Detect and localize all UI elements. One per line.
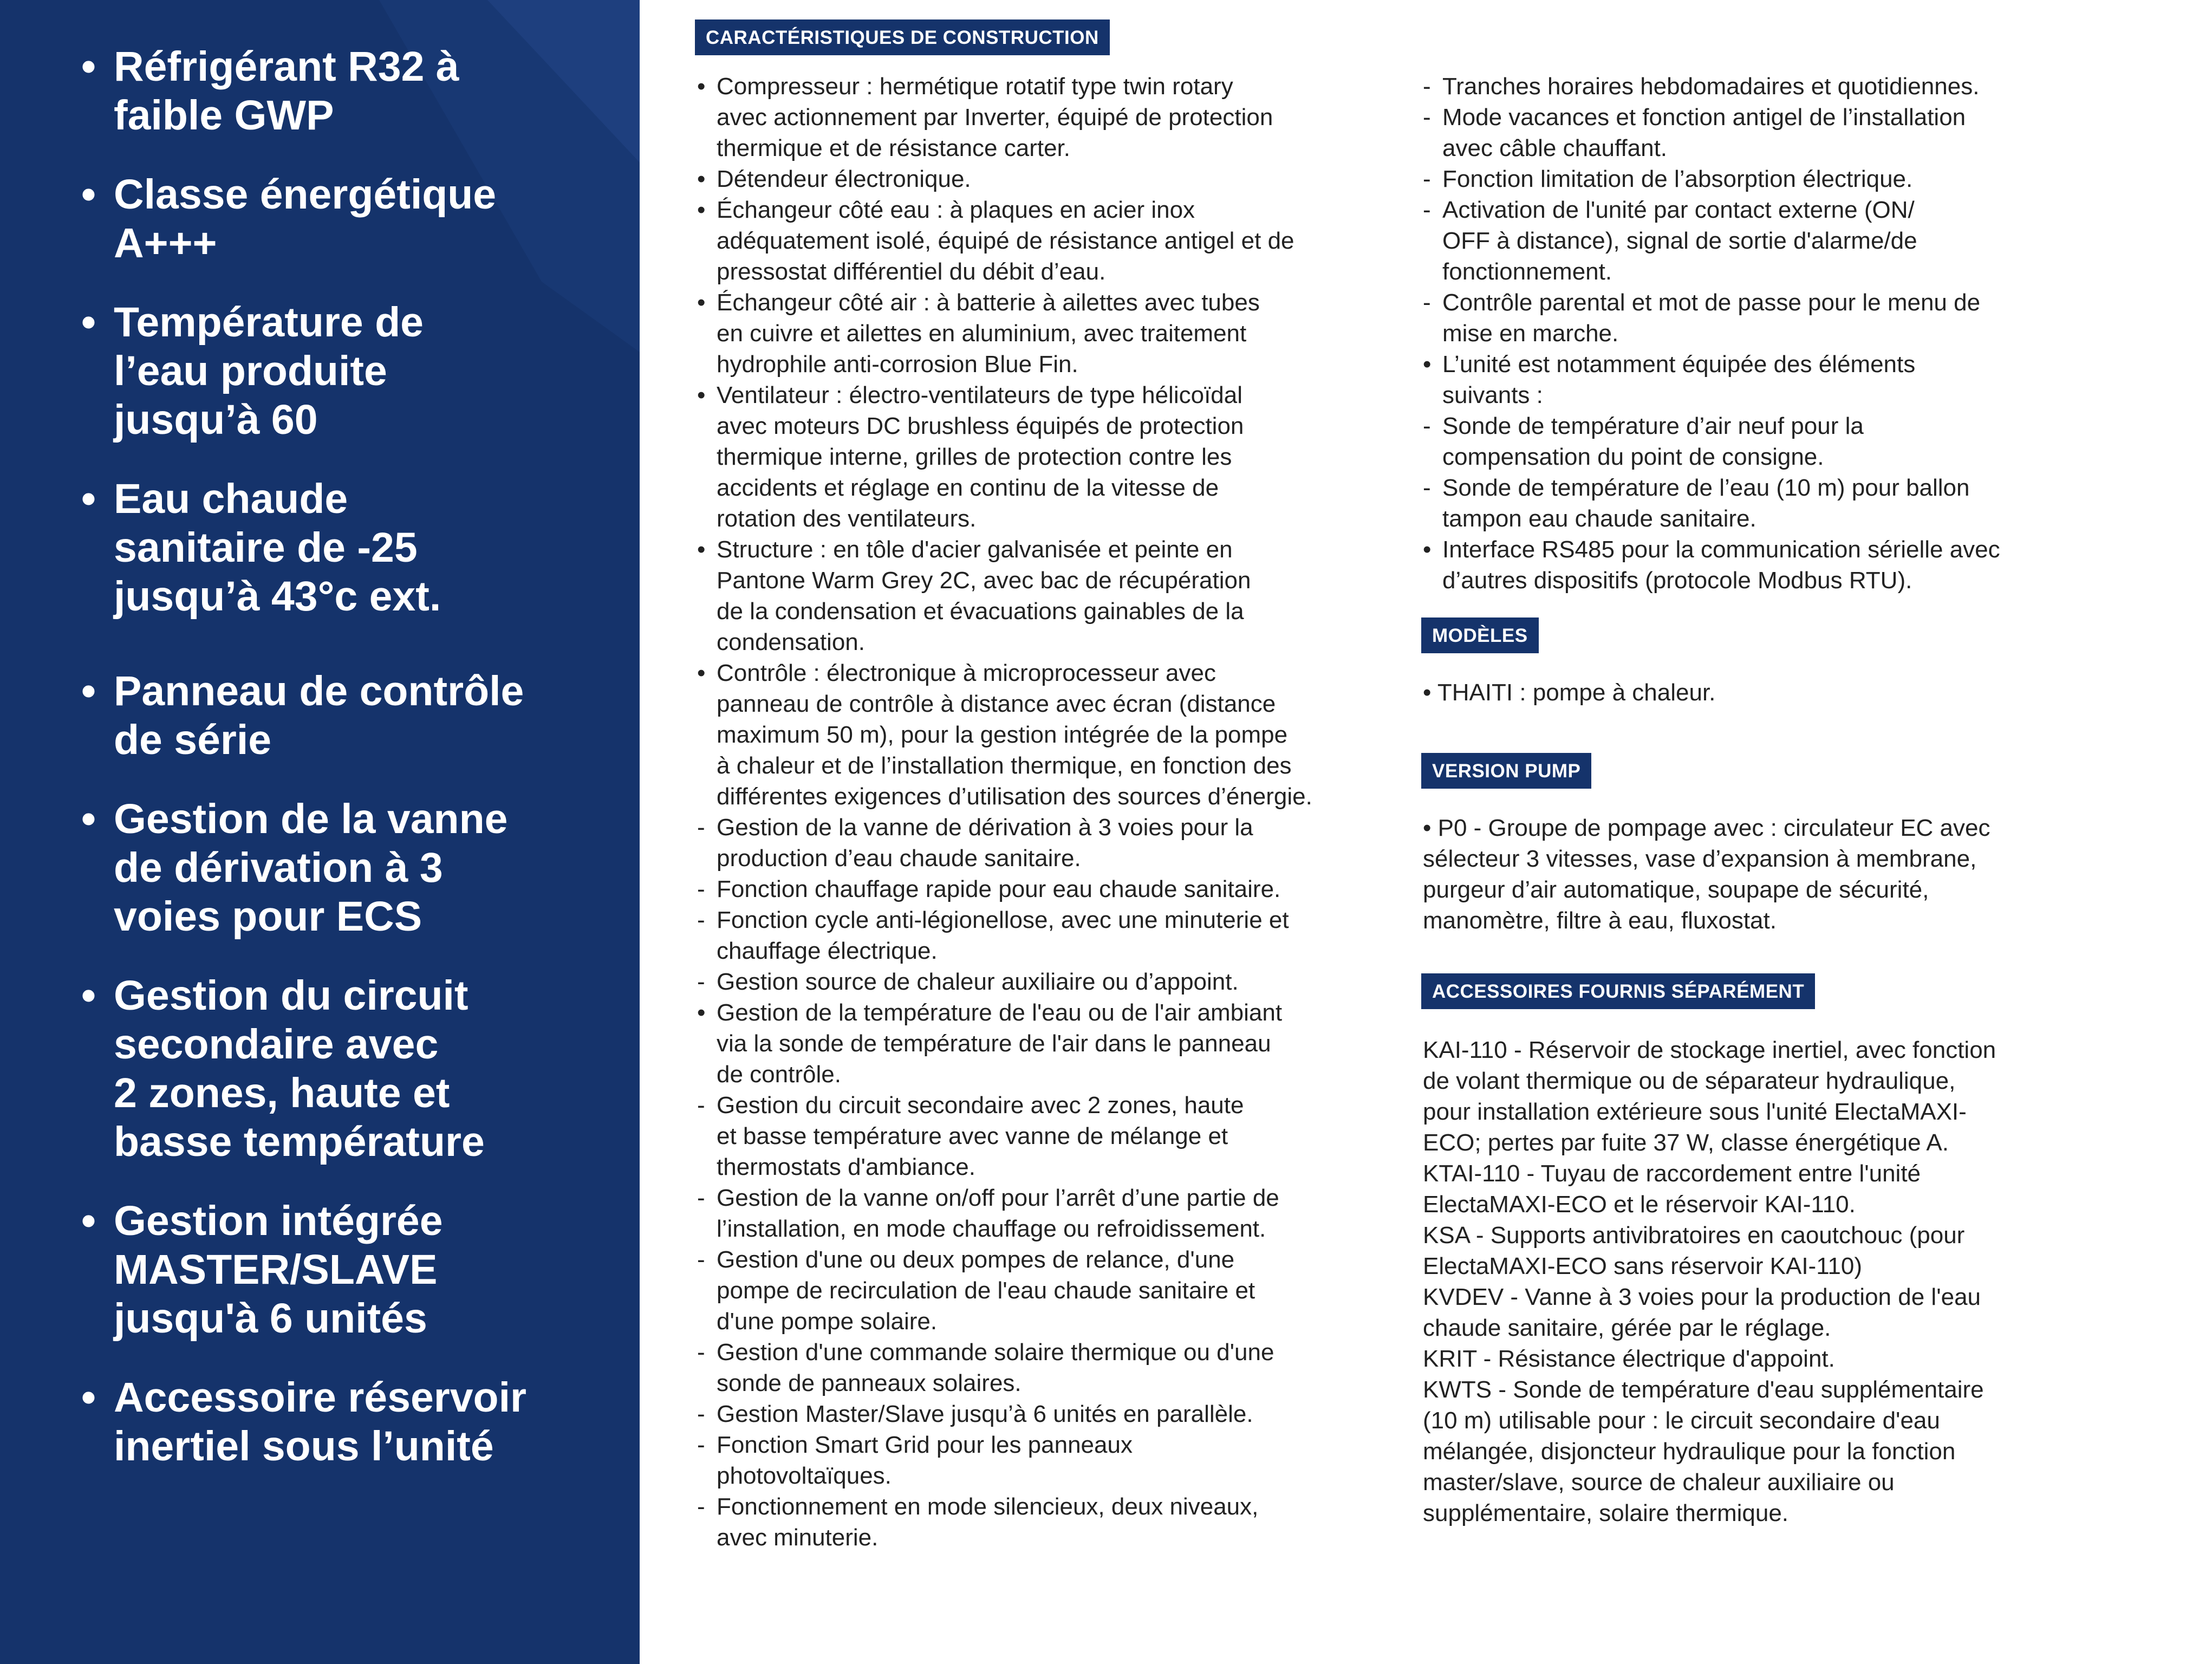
item-line: Fonction chauffage rapide pour eau chaude sanitaire. xyxy=(717,876,1281,902)
item-line: OFF à distance), signal de sortie d'alarme/de xyxy=(1442,227,1917,254)
list-marker: • xyxy=(697,536,706,563)
item-line: Gestion de la vanne on/off pour l’arrêt d’une partie de xyxy=(717,1185,1279,1211)
item-line: d'une pompe solaire. xyxy=(717,1308,938,1335)
feature-line: MASTER/SLAVE xyxy=(114,1246,438,1293)
list-marker: - xyxy=(697,1092,705,1119)
accessory-line: master/slave, source de chaleur auxiliaire ou xyxy=(1423,1469,1895,1496)
bullet-marker: • xyxy=(81,1198,96,1244)
item-line: suivants : xyxy=(1442,382,1543,408)
list-marker: • xyxy=(1423,351,1432,378)
version-pump-line: sélecteur 3 vitesses, vase d’expansion à membrane, xyxy=(1423,846,1977,872)
accessory-item xyxy=(1423,1343,2122,1374)
construction-column-1 xyxy=(697,71,1380,1553)
item-line: Gestion de la vanne de dérivation à 3 voies pour la xyxy=(717,814,1253,841)
list-marker: - xyxy=(1423,166,1431,192)
item-line: d’autres dispositifs (protocole Modbus RTU). xyxy=(1442,567,1912,594)
accessory-line: mélangée, disjoncteur hydraulique pour la fonction xyxy=(1423,1438,1956,1465)
item-line: Fonction cycle anti-légionellose, avec une minuterie et xyxy=(717,907,1289,933)
accessory-item xyxy=(1423,1158,2122,1220)
item-line: de contrôle. xyxy=(717,1061,841,1088)
construction-item xyxy=(697,1491,1380,1553)
construction-item xyxy=(697,1399,1380,1429)
item-line: L’unité est notamment équipée des éléments xyxy=(1442,351,1916,378)
item-line: Compresseur : hermétique rotatif type twin rotary xyxy=(717,73,1233,100)
list-marker: - xyxy=(697,814,705,841)
item-line: Sonde de température de l’eau (10 m) pour ballon xyxy=(1442,474,1970,501)
item-line: à chaleur et de l’installation thermique, en fonction des xyxy=(717,752,1292,779)
accessory-line: supplémentaire, solaire thermique. xyxy=(1423,1500,1789,1526)
item-line: avec câble chauffant. xyxy=(1442,135,1668,161)
item-line: Gestion Master/Slave jusqu’à 6 unités en parallèle. xyxy=(717,1401,1253,1427)
list-marker: - xyxy=(1423,73,1431,100)
modeles-section xyxy=(1423,677,2122,708)
list-marker: - xyxy=(697,1185,705,1211)
feature-line: faible GWP xyxy=(114,92,334,139)
item-line: compensation du point de consigne. xyxy=(1442,444,1824,470)
item-line: rotation des ventilateurs. xyxy=(717,505,977,532)
construction-item xyxy=(697,658,1380,812)
item-line: via la sonde de température de l'air dans le panneau xyxy=(717,1030,1271,1057)
construction-item xyxy=(1423,534,2122,596)
item-line: Contrôle : électronique à microprocesseur avec xyxy=(717,660,1216,686)
version-pump-line: • P0 - Groupe de pompage avec : circulateur EC avec xyxy=(1423,815,1990,841)
accessory-item xyxy=(1423,1374,2122,1529)
item-line: avec moteurs DC brushless équipés de protection xyxy=(717,413,1244,439)
version-pump-section-title: VERSION PUMP xyxy=(1421,753,1591,789)
feature-item xyxy=(81,474,628,621)
construction-item xyxy=(697,380,1380,534)
construction-item xyxy=(1423,194,2122,287)
list-marker: - xyxy=(697,1339,705,1366)
construction-item xyxy=(697,71,1380,164)
item-line: pompe de recirculation de l'eau chaude sanitaire et xyxy=(717,1277,1255,1304)
accessory-line: ElectaMAXI-ECO et le réservoir KAI-110. xyxy=(1423,1191,1856,1218)
feature-line: Gestion intégrée xyxy=(114,1198,443,1244)
accessory-line: KVDEV - Vanne à 3 voies pour la production de l'eau xyxy=(1423,1284,1981,1310)
accessory-line: ElectaMAXI-ECO sans réservoir KAI-110) xyxy=(1423,1253,1862,1279)
modeles-section-title: MODÈLES xyxy=(1421,618,1539,653)
feature-line: voies pour ECS xyxy=(114,893,422,940)
item-line: différentes exigences d’utilisation des sources d’énergie. xyxy=(717,783,1312,810)
feature-line: Gestion de la vanne xyxy=(114,796,508,842)
modeles-line: • THAITI : pompe à chaleur. xyxy=(1423,679,1716,706)
item-line: Sonde de température d’air neuf pour la xyxy=(1442,413,1864,439)
list-marker: - xyxy=(1423,197,1431,223)
bullet-marker: • xyxy=(81,299,96,346)
construction-item xyxy=(697,1337,1380,1399)
construction-item xyxy=(697,997,1380,1090)
item-line: Gestion source de chaleur auxiliaire ou d’appoint. xyxy=(717,968,1239,995)
list-marker: - xyxy=(1423,413,1431,439)
item-line: Gestion de la température de l'eau ou de l'air ambiant xyxy=(717,999,1283,1026)
item-line: avec actionnement par Inverter, équipé de protection xyxy=(717,104,1273,131)
accessory-line: ECO; pertes par fuite 37 W, classe énergétique A. xyxy=(1423,1129,1949,1156)
item-line: tampon eau chaude sanitaire. xyxy=(1442,505,1756,532)
construction-item xyxy=(1423,164,2122,194)
feature-item xyxy=(81,667,628,764)
item-line: avec minuterie. xyxy=(717,1524,879,1551)
item-line: photovoltaïques. xyxy=(717,1462,892,1489)
construction-item xyxy=(697,966,1380,997)
item-line: l’installation, en mode chauffage ou refroidissement. xyxy=(717,1216,1266,1242)
item-line: Contrôle parental et mot de passe pour le menu de xyxy=(1442,289,1981,316)
feature-line: Classe énergétique xyxy=(114,171,497,218)
feature-item xyxy=(81,298,628,444)
item-line: sonde de panneaux solaires. xyxy=(717,1370,1022,1396)
item-line: condensation. xyxy=(717,629,865,655)
construction-item xyxy=(697,874,1380,905)
list-marker: • xyxy=(697,166,706,192)
item-line: Détendeur électronique. xyxy=(717,166,971,192)
item-line: Pantone Warm Grey 2C, avec bac de récupération xyxy=(717,567,1251,594)
bullet-marker: • xyxy=(81,972,96,1019)
list-marker: - xyxy=(697,968,705,995)
bullet-marker: • xyxy=(81,668,96,714)
construction-item xyxy=(1423,71,2122,102)
list-marker: - xyxy=(697,1246,705,1273)
feature-line: Panneau de contrôle xyxy=(114,668,524,714)
item-line: production d’eau chaude sanitaire. xyxy=(717,845,1081,872)
feature-line: de dérivation à 3 xyxy=(114,844,443,891)
accessory-line: KRIT - Résistance électrique d'appoint. xyxy=(1423,1346,1835,1372)
feature-line: jusqu’à 60 xyxy=(114,396,318,443)
item-line: Gestion du circuit secondaire avec 2 zones, haute xyxy=(717,1092,1244,1119)
feature-list xyxy=(81,42,628,1471)
item-line: hydrophile anti-corrosion Blue Fin. xyxy=(717,351,1078,378)
construction-item xyxy=(697,905,1380,966)
construction-item xyxy=(697,812,1380,874)
item-line: en cuivre et ailettes en aluminium, avec traitement xyxy=(717,320,1247,347)
bullet-marker: • xyxy=(81,171,96,218)
item-line: Fonction limitation de l’absorption électrique. xyxy=(1442,166,1913,192)
feature-item xyxy=(81,1197,628,1343)
item-line: Ventilateur : électro-ventilateurs de type hélicoïdal xyxy=(717,382,1243,408)
accessory-line: (10 m) utilisable pour : le circuit secondaire d'eau xyxy=(1423,1407,1940,1434)
feature-item xyxy=(81,795,628,941)
list-marker: • xyxy=(1423,536,1432,563)
item-line: thermostats d'ambiance. xyxy=(717,1154,975,1180)
accessory-line: chaude sanitaire, gérée par le réglage. xyxy=(1423,1315,1831,1341)
feature-line: l’eau produite xyxy=(114,348,387,394)
feature-line: Accessoire réservoir xyxy=(114,1374,526,1421)
list-marker: • xyxy=(697,660,706,686)
list-marker: - xyxy=(697,1493,705,1520)
feature-line: secondaire avec xyxy=(114,1021,439,1068)
feature-item xyxy=(81,1373,628,1471)
construction-item xyxy=(1423,349,2122,411)
bullet-marker: • xyxy=(81,1374,96,1421)
accessory-line: pour installation extérieure sous l'unité ElectaMAXI- xyxy=(1423,1098,1967,1125)
accessory-item xyxy=(1423,1282,2122,1343)
version-pump-line: manomètre, filtre à eau, fluxostat. xyxy=(1423,907,1777,934)
feature-line: Température de xyxy=(114,299,424,346)
item-line: fonctionnement. xyxy=(1442,258,1612,285)
item-line: mise en marche. xyxy=(1442,320,1619,347)
accessory-line: KWTS - Sonde de température d'eau supplémentaire xyxy=(1423,1376,1984,1403)
feature-line: basse température xyxy=(114,1119,485,1165)
feature-line: Réfrigérant R32 à xyxy=(114,43,459,90)
item-line: et basse température avec vanne de mélange et xyxy=(717,1123,1228,1149)
item-line: adéquatement isolé, équipé de résistance antigel et de xyxy=(717,227,1294,254)
construction-item xyxy=(697,1090,1380,1182)
item-line: Fonction Smart Grid pour les panneaux xyxy=(717,1432,1133,1458)
list-marker: - xyxy=(1423,104,1431,131)
accessory-item xyxy=(1423,1035,2122,1158)
accessories-section-title: ACCESSOIRES FOURNIS SÉPARÉMENT xyxy=(1421,973,1815,1009)
feature-line: Gestion du circuit xyxy=(114,972,469,1019)
feature-item xyxy=(81,971,628,1166)
construction-item xyxy=(697,1429,1380,1491)
item-line: Structure : en tôle d'acier galvanisée et peinte en xyxy=(717,536,1233,563)
feature-item xyxy=(81,170,628,268)
construction-item xyxy=(697,287,1380,380)
feature-line: de série xyxy=(114,717,272,763)
accessory-line: de volant thermique ou de séparateur hydraulique, xyxy=(1423,1068,1956,1094)
construction-item xyxy=(1423,472,2122,534)
item-line: Échangeur côté air : à batterie à ailettes avec tubes xyxy=(717,289,1260,316)
feature-line: jusqu’à 43°c ext. xyxy=(114,573,441,620)
item-line: pressostat différentiel du débit d’eau. xyxy=(717,258,1106,285)
bullet-marker: • xyxy=(81,476,96,522)
item-line: accidents et réglage en continu de la vitesse de xyxy=(717,474,1219,501)
list-marker: • xyxy=(697,73,706,100)
bullet-marker: • xyxy=(81,43,96,90)
construction-item xyxy=(697,1182,1380,1244)
construction-title: CARACTÉRISTIQUES DE CONSTRUCTION xyxy=(695,20,1110,55)
accessory-item xyxy=(1423,1220,2122,1282)
item-line: panneau de contrôle à distance avec écran (distance xyxy=(717,691,1276,717)
item-line: Interface RS485 pour la communication sérielle avec xyxy=(1442,536,2000,563)
list-marker: • xyxy=(697,382,706,408)
construction-item xyxy=(697,164,1380,194)
list-marker: • xyxy=(697,197,706,223)
item-line: Échangeur côté eau : à plaques en acier inox xyxy=(717,197,1195,223)
feature-line: sanitaire de -25 xyxy=(114,524,418,571)
item-line: Mode vacances et fonction antigel de l’installation xyxy=(1442,104,1966,131)
item-line: Activation de l'unité par contact externe (ON/ xyxy=(1442,197,1915,223)
list-marker: • xyxy=(697,289,706,316)
item-line: Gestion d'une commande solaire thermique ou d'une xyxy=(717,1339,1274,1366)
item-line: maximum 50 m), pour la gestion intégrée de la pompe xyxy=(717,722,1288,748)
list-marker: - xyxy=(1423,474,1431,501)
bullet-marker: • xyxy=(81,796,96,842)
list-marker: - xyxy=(697,907,705,933)
list-marker: - xyxy=(1423,289,1431,316)
construction-item xyxy=(697,194,1380,287)
construction-column-2 xyxy=(1423,71,2122,596)
item-line: chauffage électrique. xyxy=(717,938,938,964)
version-pump-section xyxy=(1423,812,2122,936)
construction-item xyxy=(697,534,1380,658)
feature-line: 2 zones, haute et xyxy=(114,1070,450,1116)
list-marker: - xyxy=(697,1401,705,1427)
construction-item xyxy=(1423,102,2122,164)
feature-item xyxy=(81,42,628,140)
feature-line: Eau chaude xyxy=(114,476,348,522)
feature-line: jusqu'à 6 unités xyxy=(114,1295,427,1342)
item-line: thermique et de résistance carter. xyxy=(717,135,1070,161)
list-marker: • xyxy=(697,999,706,1026)
item-line: thermique interne, grilles de protection contre les xyxy=(717,444,1232,470)
accessory-line: KSA - Supports antivibratoires en caoutchouc (pour xyxy=(1423,1222,1965,1249)
accessory-line: KAI-110 - Réservoir de stockage inertiel, avec fonction xyxy=(1423,1037,1996,1063)
item-line: Tranches horaires hebdomadaires et quotidiennes. xyxy=(1442,73,1980,100)
accessories-section xyxy=(1423,1035,2122,1529)
construction-item xyxy=(1423,411,2122,472)
version-pump-line: purgeur d’air automatique, soupape de sécurité, xyxy=(1423,876,1929,903)
item-line: de la condensation et évacuations gainables de la xyxy=(717,598,1244,625)
list-marker: - xyxy=(697,876,705,902)
accessory-line: KTAI-110 - Tuyau de raccordement entre l'unité xyxy=(1423,1160,1921,1187)
left-feature-panel xyxy=(0,0,640,1664)
feature-line: A+++ xyxy=(114,220,217,266)
list-marker: - xyxy=(697,1432,705,1458)
item-line: Fonctionnement en mode silencieux, deux niveaux, xyxy=(717,1493,1259,1520)
construction-item xyxy=(697,1244,1380,1337)
feature-line: inertiel sous l’unité xyxy=(114,1423,494,1470)
item-line: Gestion d'une ou deux pompes de relance, d'une xyxy=(717,1246,1235,1273)
construction-item xyxy=(1423,287,2122,349)
